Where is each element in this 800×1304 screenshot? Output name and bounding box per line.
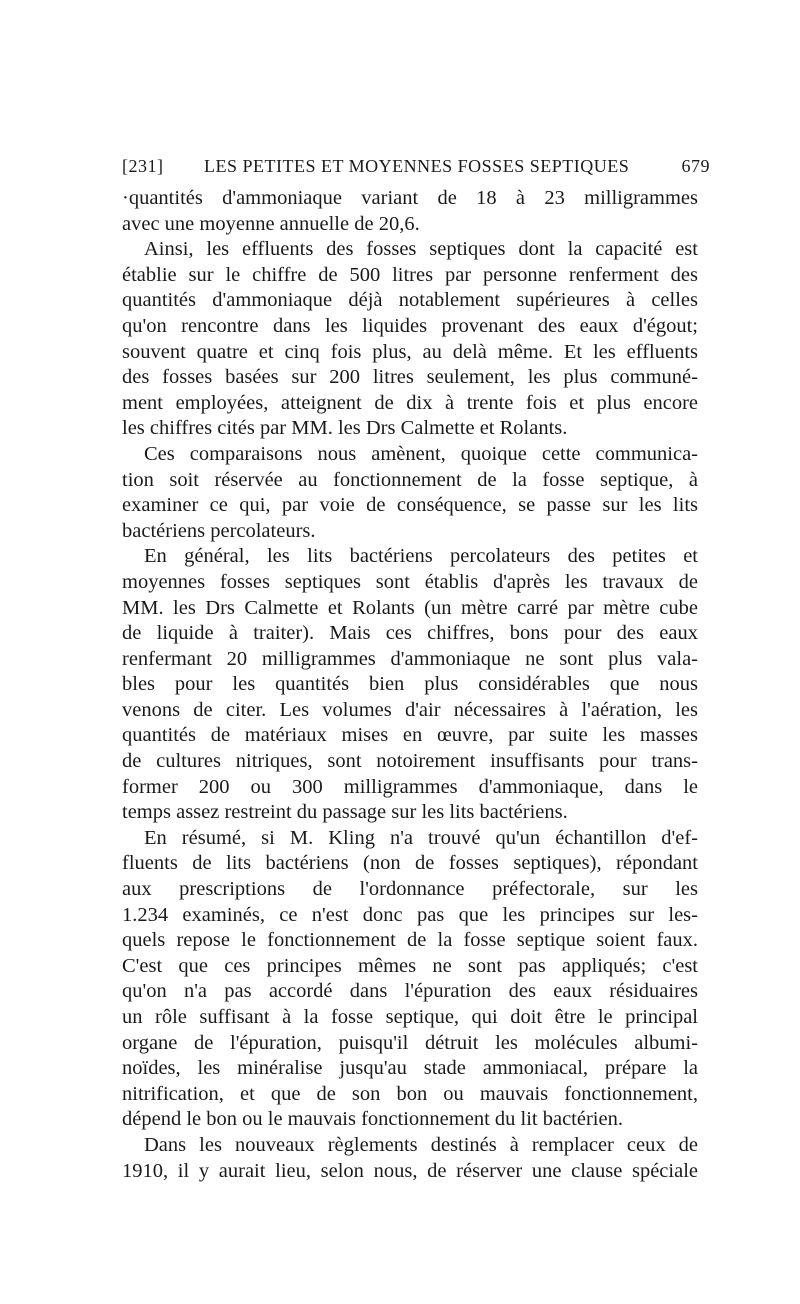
- text-line: noïdes, les minéralise jusqu'au stade ammoniacal, prépare la: [122, 1057, 698, 1080]
- text-line: Ainsi, les effluents des fosses septiques dont la capacité est: [144, 238, 698, 261]
- text-line: organe de l'épuration, puisqu'il détruit les molécules albumi-: [122, 1031, 698, 1054]
- text-line: ment employées, atteignent de dix à trente fois et plus encore: [122, 391, 698, 414]
- text-line: moyennes fosses septiques sont établis d'après les travaux de: [122, 570, 698, 593]
- text-line: quantités d'ammoniaque déjà notablement supérieures à celles: [122, 289, 698, 312]
- text-line: tion soit réservée au fonctionnement de la fosse septique, à: [122, 468, 698, 491]
- text-line: quels repose le fonctionnement de la fosse septique soient faux.: [122, 929, 698, 952]
- text-line: temps assez restreint du passage sur les lits bactériens.: [122, 801, 568, 824]
- text-line: venons de citer. Les volumes d'air nécessaires à l'aération, les: [122, 698, 698, 721]
- paragraph: [122, 237, 698, 442]
- text-line: En résumé, si M. Kling n'a trouvé qu'un échantillon d'ef-: [144, 826, 698, 849]
- text-line: aux prescriptions de l'ordonnance préfectorale, sur les: [122, 878, 698, 901]
- text-line: qu'on n'a pas accordé dans l'épuration des eaux résiduaires: [122, 980, 698, 1003]
- text-line: MM. les Drs Calmette et Rolants (un mètre carré par mètre cube: [122, 596, 698, 619]
- text-line: Ces comparaisons nous amènent, quoique cette communica-: [144, 442, 698, 465]
- running-title: LES PETITES ET MOYENNES FOSSES SEPTIQUES: [204, 156, 630, 176]
- paragraph: [122, 1133, 698, 1184]
- paragraph: [122, 544, 698, 826]
- text-line: C'est que ces principes mêmes ne sont pas appliqués; c'est: [122, 954, 698, 977]
- text-line: avec une moyenne annuelle de 20,6.: [122, 212, 420, 235]
- text-line: nitrification, et que de son bon ou mauvais fonctionnement,: [122, 1082, 698, 1105]
- text-line: 1910, il y aurait lieu, selon nous, de réserver une clause spéciale: [122, 1159, 698, 1182]
- text-line: bactériens percolateurs.: [122, 519, 316, 542]
- text-line: de cultures nitriques, sont notoirement insuffisants pour trans-: [122, 750, 698, 773]
- text-line: dépend le bon ou le mauvais fonctionnement du lit bactérien.: [122, 1108, 623, 1131]
- page-number: 679: [681, 156, 710, 176]
- text-line: fluents de lits bactériens (non de fosses septiques), répondant: [122, 852, 698, 875]
- text-line: examiner ce qui, par voie de conséquence, se passe sur les lits: [122, 494, 698, 517]
- text-line: un rôle suffisant à la fosse septique, qui doit être le principal: [122, 1006, 698, 1028]
- text-line: de liquide à traiter). Mais ces chiffres, bons pour des eaux: [122, 622, 698, 645]
- text-line: bles pour les quantités bien plus considérables que nous: [122, 673, 698, 696]
- section-number: [231]: [122, 156, 164, 176]
- paragraph: [122, 186, 698, 237]
- text-line: En général, les lits bactériens percolateurs des petites et: [144, 545, 698, 568]
- body-text: [122, 186, 698, 1184]
- text-line: les chiffres cités par MM. les Drs Calmette et Rolants.: [122, 417, 568, 440]
- text-line: renfermant 20 milligrammes d'ammoniaque ne sont plus vala-: [122, 647, 698, 670]
- text-line: quantités de matériaux mises en œuvre, par suite les masses: [122, 724, 698, 747]
- text-line: des fosses basées sur 200 litres seulement, les plus communé-: [122, 366, 698, 389]
- text-line: former 200 ou 300 milligrammes d'ammoniaque, dans le: [122, 775, 698, 798]
- running-header: [122, 156, 710, 184]
- text-line: qu'on rencontre dans les liquides provenant des eaux d'égout;: [122, 314, 698, 337]
- text-line: ·quantités d'ammoniaque variant de 18 à 23 milligrammes: [122, 187, 698, 209]
- text-line: Dans les nouveaux règlements destinés à remplacer ceux de: [144, 1133, 698, 1156]
- text-line: établie sur le chiffre de 500 litres par personne renferment des: [122, 263, 698, 286]
- paragraph: [122, 826, 698, 1133]
- text-line: souvent quatre et cinq fois plus, au delà même. Et les effluents: [122, 340, 698, 363]
- text-line: 1.234 examinés, ce n'est donc pas que les principes sur les-: [122, 903, 698, 926]
- paragraph: [122, 442, 698, 544]
